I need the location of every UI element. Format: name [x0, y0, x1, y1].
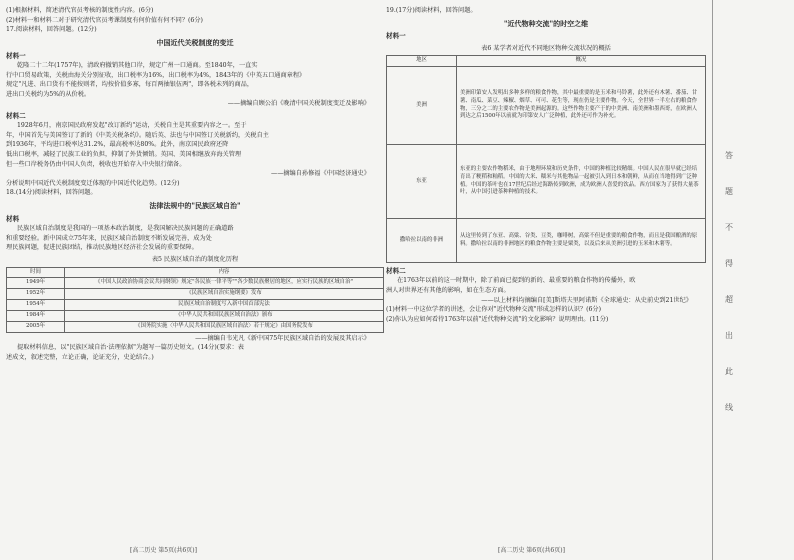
table-cell-region: 东亚: [387, 145, 457, 219]
q16-sub1: (1)根据材料，简述清代官员考核的制度性内容。(6分): [6, 7, 154, 14]
q18-material-label: 材料: [6, 214, 20, 223]
side-char: 超: [725, 295, 733, 304]
q17-m1-line: 规定"凡进、出口货有不能按则者，均按价值多寡，每百两抽银伍两"，即各税未列的商品，: [6, 81, 254, 89]
table-row: [387, 67, 706, 145]
table-row: [387, 145, 706, 219]
table-header-cell: 内容: [65, 267, 384, 278]
table-6-caption: 表6 某学者对近代不同地区物种交流状况的概括: [481, 44, 611, 52]
table-row: [387, 219, 706, 263]
q19-ask-2: (2)你认为应如何看待1763年以前"近代物种交流"的文化影响？说明理由。(11分): [386, 315, 609, 323]
side-char: 线: [725, 403, 733, 412]
q17-material-2-label: 材料二: [6, 111, 26, 120]
q17-material-1-label: 材料一: [6, 51, 26, 60]
q16-sub2: (2)材料一和材料二对于研究清代官员考课制度有何价值有何不同？(6分): [6, 16, 203, 24]
q17-m2-line: 但一些口岸税务仍由中国人负责，税收也开始存入中央银行储备。: [6, 160, 186, 168]
q19-ask-1: (1)材料一中这位学者的讲述，会让你对"近代物种交流"形成怎样的认识？(6分): [386, 306, 602, 314]
table-cell-time: 1984年: [7, 310, 65, 321]
q18-m-line: 和重要经验。新中国成立75年来，民族区域自治制度不断发展完善，成为处: [6, 234, 212, 242]
q17-m1-line: 进出口关税约为5%的从价税。: [6, 90, 91, 98]
table-5-caption: 表5 民族区域自治的制度化历程: [151, 255, 239, 263]
q17-ask: 分析说明中国近代关税制度变迁体现的中国近代化趋势。(12分): [6, 179, 180, 187]
question-19: [386, 0, 706, 324]
q19-title: "近代物种交流"的时空之维: [503, 18, 589, 28]
q16-tail: [6, 0, 384, 25]
q19-m2-source: ——以上材料均摘编自[美]斯塔夫里阿诺斯《全球通史：从史前史到21世纪》: [481, 296, 692, 304]
table-header-cell: 地区: [387, 56, 457, 67]
q17-m2-line: 1928年6月，南京国民政府发起"改订新约"运动，关税自主是其重要内容之一。至于: [17, 122, 247, 130]
side-char: 题: [725, 187, 733, 196]
table-header-cell: 概况: [457, 56, 706, 67]
q18-m-line: 民族区域自治制度是我国的一项基本政治制度，是我国解决民族问题的正确道路: [17, 225, 234, 233]
side-char: 答: [725, 151, 733, 160]
q18-ask-line: 述成文，叙述完整，立论正确，论证充分，史论结合。): [6, 353, 154, 361]
q18-ask-line: 提取材料信息，以"民族区域自治·法理依据"为题写一篇历史短文。(14分)(要求：表: [17, 344, 244, 352]
table-cell-content: 《民族区域自治实施纲要》发布: [65, 289, 384, 300]
page-6-footer: [高二历史 第6页(共6页)]: [498, 547, 565, 554]
table-cell-summary: 美洲印第安人发明出多种多样的粮食作物，其中最重要的是玉米和马铃薯，此外还有木薯、番茄、甘薯、南瓜、菜豆、辣椒、烟草、可可、花生等，现在仍是主要作物。今天，全世界一半左右的粮食作物，三分之二的主要农作物是美洲起源的。这些作物主要产于的中美洲、南美洲和墨西哥，在欧洲人到达之后1500年以前就为印第安人广泛种植，此外还可作为补充。: [457, 67, 706, 145]
table-cell-content: 《中国人民政治协商会议共同纲领》规定"各民族一律平等""各少数民族聚居的地区，应实行民族的区域自治": [65, 278, 384, 289]
table-cell-region: 撒哈拉以南的非洲: [387, 219, 457, 263]
q17-m1-line: 乾隆二十二年(1757年)，清政府撤销其他口岸，规定广州一口通商。至1840年，一直实: [17, 61, 258, 69]
page-5-footer: [高二历史 第5页(共6页)]: [130, 547, 197, 554]
table-cell-time: 2005年: [7, 321, 65, 332]
table-cell-content: 《中华人民共和国民族区域自治法》颁布: [65, 310, 384, 321]
q17-m2-line: 年，中国首先与美国签订了新的《中美关税条约》。随后英、法也与中国签订关税新约，关税自主: [6, 131, 269, 139]
table-cell-content: 民族区域自治制度写入新中国首部宪法: [65, 300, 384, 311]
table-header-row: [387, 56, 706, 67]
q19-m2-line: 在1763年以前的这一时期中，除了前面已提到的新的、最重要的粮食作物的传播外，欧: [397, 277, 636, 285]
side-char: 此: [725, 367, 733, 376]
side-char: 不: [725, 223, 733, 232]
q18-title: 法律法规中的"民族区域自治": [149, 201, 241, 211]
q17-m2-source: ——摘编自孙修福《中国经济通史》: [271, 170, 370, 178]
table-cell-region: 美洲: [387, 67, 457, 145]
table-cell-time: 1949年: [7, 278, 65, 289]
q19-m2-line: 洲人对世界还有其他的影响，如在生态方面。: [386, 286, 510, 294]
q18-m-line: 理民族问题，促进民族团结，推动民族地区经济社会发展的重要保障。: [6, 244, 198, 252]
q19-material-2-label: 材料二: [386, 267, 406, 276]
table-row: [7, 310, 384, 321]
page-6: [386, 0, 706, 324]
q17-m2-line: 到1936年，平均进口税率达31.2%，最高税率达80%。此外，南京国民政府还降: [6, 141, 229, 149]
q17-title: 中国近代关税制度的变迁: [156, 37, 234, 47]
table-row: [7, 289, 384, 300]
question-18: [6, 188, 384, 362]
table-header-cell: 时间: [7, 267, 65, 278]
table-cell-content: 《国务院实施〈中华人民共和国民族区域自治法〉若干规定》由国务院发布: [65, 321, 384, 332]
table-row: [7, 321, 384, 332]
table-5-source: ——摘编自韦光凡《新中国75年民族区域自治的发展及其启示》: [195, 334, 370, 342]
table-5: [6, 267, 384, 333]
table-6: [386, 55, 706, 263]
table-row: [7, 278, 384, 289]
table-header-row: [7, 267, 384, 278]
q17-m1-line: 行中口贸易政策，关税由海关分别征收，出口税率为16%，出口税率为4%，1843年的《中英五口通商章程》: [6, 71, 306, 79]
side-char: 出: [725, 331, 733, 340]
page-5: [6, 0, 384, 362]
side-char: 得: [725, 259, 733, 268]
question-17: [6, 25, 384, 188]
q19-head: 19.(17分)阅读材料，回答问题。: [386, 7, 477, 14]
table-row: [7, 300, 384, 311]
table-cell-summary: 从这里传到了东亚、高粱、谷类、豆类，咖啡树，高粱不但是重要的粮食作物，而且是我国酿酒的原料。撒哈拉以南的非洲地区的粮食作物主要是粟类，以及后来从美洲引进的玉米和木薯等。: [457, 219, 706, 263]
q17-head: 17.阅读材料，回答问题。(12分): [6, 26, 97, 34]
q17-m2-line: 低出口税率，减轻了民族工业的负担，抑制了外货倾销。英国、美国相继放弃海关管理: [6, 150, 242, 158]
table-cell-time: 1954年: [7, 300, 65, 311]
table-cell-summary: 东亚的主要农作物稻米，由于地理环境和历史条件，中国的种植比较精细。中国人民在很早就已经培育出了粳稻和籼稻。中国的大米、糯米与其他物品一起被引入到日本和朝鲜，从而在当地得到广泛种植。中国的茶叶也在17世纪后经过海路传到欧洲，成为欧洲人喜爱的饮品。西方国家为了获得大量茶叶，从中国引进茶种种植的技术。: [457, 145, 706, 219]
q18-head: 18.(14分)阅读材料，回答问题。: [6, 189, 97, 197]
q19-material-1-label: 材料一: [386, 32, 406, 41]
table-cell-time: 1952年: [7, 289, 65, 300]
binding-line: [712, 0, 713, 560]
q17-m1-source: ——摘编自顾公泊《晚清中国关税制度变迁及影响》: [227, 100, 370, 108]
